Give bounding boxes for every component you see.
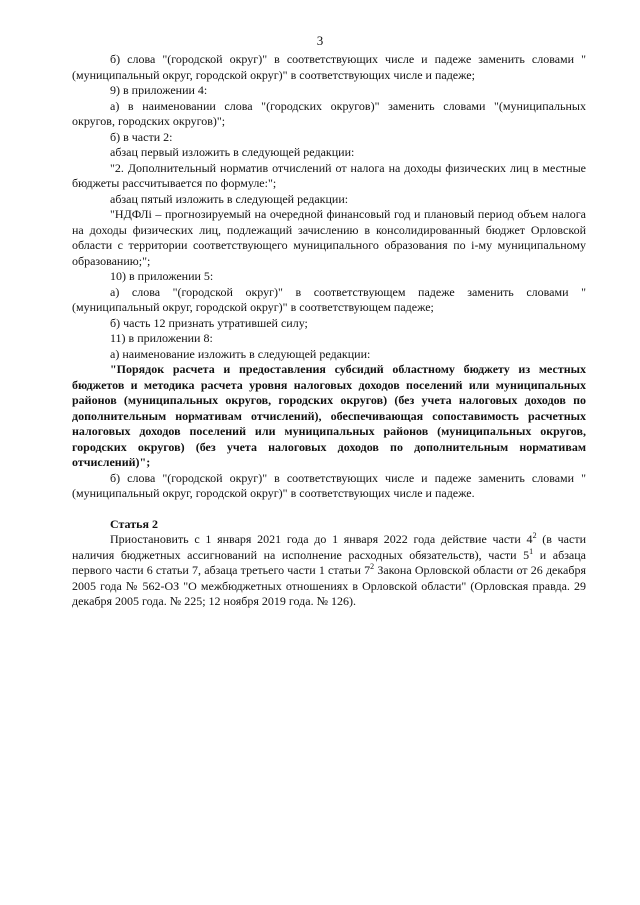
paragraph: а) слова "(городской округ)" в соответствующем падеже заменить словами "(муниципальный округ, городской округ)" в соответствующем падеже; (72, 284, 586, 314)
paragraph: "НДФЛi – прогнозируемый на очередной финансовый год и плановый период объем налога на доходы физических лиц, подлежащий зачислению в консолидированный бюджет Орловской области с территории соответствующего муниципального образования по i-му муниципальному образованию;"; (72, 207, 586, 268)
paragraph: б) часть 12 признать утратившей силу; (110, 315, 308, 330)
article-text: (в части наличия бюджетных ассигнований на исполнение расходных обязательств), части 5 (72, 532, 587, 562)
paragraph: 10) в приложении 5: (110, 269, 214, 283)
page-number: 3 (316, 33, 324, 48)
paragraph: а) наименование изложить в следующей редакции: (110, 346, 371, 361)
paragraph: "2. Дополнительный норматив отчислений от налога на доходы физических лиц в местные бюджеты рассчитывается по формуле:"; (72, 160, 586, 190)
article-title: Статья 2 (110, 516, 158, 531)
paragraph: б) слова "(городской округ)" в соответствующих числе и падеже заменить словами "(муниципальный округ, городской округ)" в соответствующих числе и падеже; (72, 52, 586, 82)
paragraph: 9) в приложении 4: (110, 83, 208, 97)
superscript: 2 (532, 531, 537, 540)
superscript: 1 (529, 546, 534, 556)
paragraph: б) слова "(городской округ)" в соответствующих числе и падеже заменить словами "(муниципальный округ, городской округ)" в соответствующих числе и падеже. (72, 470, 586, 500)
bold-title-paragraph: "Порядок расчета и предоставления субсидий областному бюджету из местных бюджетов и методика расчета уровня налоговых доходов поселений или муниципальных районов (муниципальных округов, городских округов) (без учета налоговых доходов по дополнительным нормативам отчислений), обеспечивающая сопоставимость расчетных налоговых доходов поселений или муниципальных районов (муниципальных округов, городских округов) (без учета налоговых доходов по дополнительным нормативам отчислений)"; (72, 362, 586, 469)
superscript: 2 (370, 562, 375, 571)
article-text: и абзаца первого части 6 статьи 7, абзаца третьего части 1 статьи 7 (72, 547, 587, 577)
article-paragraph (72, 532, 586, 610)
article-text: Приостановить с 1 января 2021 года до 1 января 2022 года действие части 4 (110, 532, 533, 546)
paragraph: абзац пятый изложить в следующей редакции: (110, 191, 349, 206)
article-text: Закона Орловской области от 26 декабря 2005 года № 562-ОЗ "О межбюджетных отношениях в Орловской области" (Орловская правда. 29 декабря 2005 года. № 225; 12 ноября 2019 года. № 126). (72, 563, 586, 608)
paragraph: а) в наименовании слова "(городских округов)" заменить словами "(муниципальных округов, городских округов)"; (72, 98, 586, 128)
paragraph: абзац первый изложить в следующей редакции: (110, 145, 355, 159)
paragraph: 11) в приложении 8: (110, 331, 213, 345)
paragraph: б) в части 2: (110, 129, 173, 144)
document-body (72, 52, 586, 610)
